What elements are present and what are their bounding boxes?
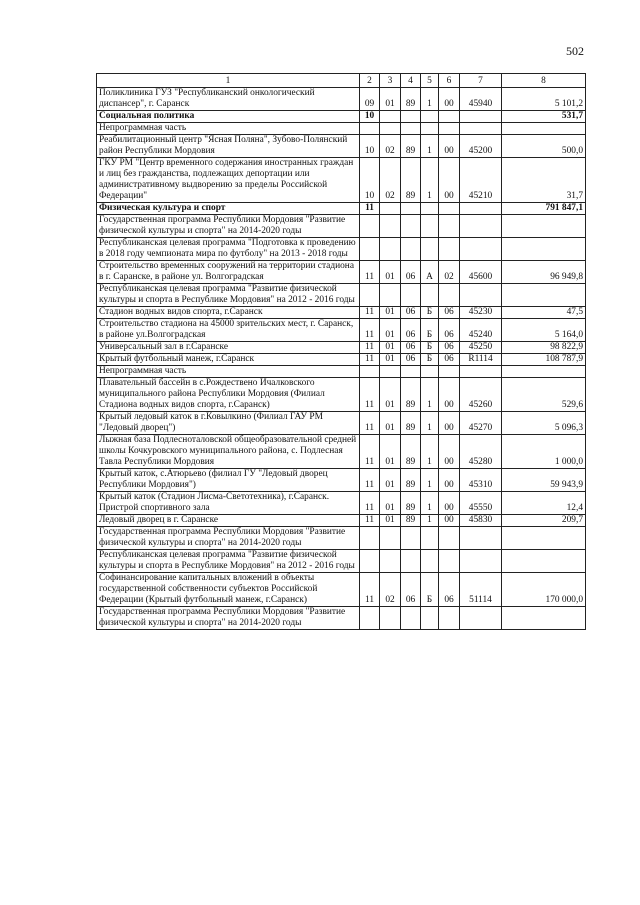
table-row [97, 469, 586, 492]
subsection-code-cell: 01 [380, 492, 401, 515]
direction-code-cell: 00 [439, 515, 460, 527]
section-code-cell: 11 [360, 354, 380, 366]
direction-code-cell: 00 [439, 492, 460, 515]
subsection-code-cell: 02 [380, 135, 401, 158]
amount-cell: 31,7 [502, 158, 586, 203]
subsection-code-cell [380, 527, 401, 550]
column-header-2: 2 [360, 74, 380, 88]
expense-code-cell: 45230 [460, 307, 502, 319]
program-code-cell: 89 [401, 135, 421, 158]
table-row [97, 215, 586, 238]
row-name-cell: ГКУ РМ "Центр временного содержания иностранных граждан и лиц без гражданства, подлежащих депортации или административному выдворению за пределы Российской Федерации" [97, 158, 360, 203]
amount-cell [502, 123, 586, 135]
column-header-3: 3 [380, 74, 401, 88]
direction-code-cell: 00 [439, 412, 460, 435]
table-row [97, 261, 586, 284]
row-name-cell: Непрограммная часть [97, 123, 360, 135]
program-code-cell: 06 [401, 261, 421, 284]
row-name-cell: Крытый футбольный манеж, г.Саранск [97, 354, 360, 366]
expense-code-cell [460, 215, 502, 238]
program-code-cell: 06 [401, 354, 421, 366]
amount-cell [502, 527, 586, 550]
subprogram-code-cell [421, 366, 439, 378]
table-row [97, 378, 586, 412]
amount-cell [502, 366, 586, 378]
subprogram-code-cell: Б [421, 573, 439, 607]
program-code-cell [401, 366, 421, 378]
subprogram-code-cell [421, 550, 439, 573]
budget-table [96, 73, 586, 630]
subprogram-code-cell [421, 284, 439, 307]
direction-code-cell: 06 [439, 342, 460, 354]
amount-cell: 5 096,3 [502, 412, 586, 435]
section-code-cell [360, 527, 380, 550]
program-code-cell [401, 203, 421, 215]
table-row [97, 111, 586, 123]
subsection-code-cell: 01 [380, 342, 401, 354]
expense-code-cell [460, 238, 502, 261]
section-code-cell: 10 [360, 111, 380, 123]
program-code-cell: 06 [401, 319, 421, 342]
amount-cell: 98 822,9 [502, 342, 586, 354]
row-name-cell: Социальная политика [97, 111, 360, 123]
amount-cell: 96 949,8 [502, 261, 586, 284]
row-name-cell: Республиканская целевая программа "Подготовка к проведению в 2018 году чемпионата мира по футболу" на 2013 - 2018 годы [97, 238, 360, 261]
subsection-code-cell [380, 215, 401, 238]
subprogram-code-cell: 1 [421, 412, 439, 435]
amount-cell: 170 000,0 [502, 573, 586, 607]
direction-code-cell [439, 111, 460, 123]
subsection-code-cell [380, 111, 401, 123]
section-code-cell [360, 238, 380, 261]
amount-cell: 59 943,9 [502, 469, 586, 492]
subprogram-code-cell: Б [421, 319, 439, 342]
column-header-6: 6 [439, 74, 460, 88]
expense-code-cell [460, 123, 502, 135]
amount-cell: 108 787,9 [502, 354, 586, 366]
page-number: 502 [566, 44, 584, 58]
table-row [97, 158, 586, 203]
program-code-cell: 89 [401, 378, 421, 412]
section-code-cell: 11 [360, 469, 380, 492]
expense-code-cell: 45940 [460, 88, 502, 111]
subsection-code-cell: 01 [380, 469, 401, 492]
subsection-code-cell: 01 [380, 319, 401, 342]
program-code-cell: 89 [401, 492, 421, 515]
subsection-code-cell: 01 [380, 435, 401, 469]
subsection-code-cell [380, 123, 401, 135]
section-code-cell: 11 [360, 378, 380, 412]
amount-cell [502, 238, 586, 261]
expense-code-cell [460, 203, 502, 215]
section-code-cell [360, 366, 380, 378]
subprogram-code-cell: 1 [421, 492, 439, 515]
subprogram-code-cell: 1 [421, 378, 439, 412]
section-code-cell: 11 [360, 319, 380, 342]
row-name-cell: Государственная программа Республики Мордовия "Развитие физической культуры и спорта" на 2014-2020 годы [97, 607, 360, 630]
subprogram-code-cell [421, 607, 439, 630]
direction-code-cell [439, 203, 460, 215]
subsection-code-cell [380, 203, 401, 215]
subsection-code-cell: 01 [380, 88, 401, 111]
row-name-cell: Стадион водных видов спорта, г.Саранск [97, 307, 360, 319]
table-row [97, 135, 586, 158]
direction-code-cell: 00 [439, 435, 460, 469]
section-code-cell: 11 [360, 515, 380, 527]
section-code-cell: 09 [360, 88, 380, 111]
expense-code-cell [460, 284, 502, 307]
row-name-cell: Поликлиника ГУЗ "Республиканский онкологический диспансер", г. Саранск [97, 88, 360, 111]
expense-code-cell: 45270 [460, 412, 502, 435]
program-code-cell [401, 527, 421, 550]
program-code-cell [401, 111, 421, 123]
table-row [97, 573, 586, 607]
row-name-cell: Крытый каток (Стадион Лисма-Светотехника), г.Саранск. Пристрой спортивного зала [97, 492, 360, 515]
table-row [97, 492, 586, 515]
column-header-4: 4 [401, 74, 421, 88]
subsection-code-cell: 01 [380, 378, 401, 412]
table-row [97, 366, 586, 378]
column-header-8: 8 [502, 74, 586, 88]
program-code-cell [401, 607, 421, 630]
amount-cell [502, 284, 586, 307]
direction-code-cell: 00 [439, 88, 460, 111]
amount-cell [502, 607, 586, 630]
subsection-code-cell [380, 607, 401, 630]
column-header-5: 5 [421, 74, 439, 88]
row-name-cell: Республиканская целевая программа "Развитие физической культуры и спорта в Республике Мордовия" на 2012 - 2016 годы [97, 550, 360, 573]
expense-code-cell: 45280 [460, 435, 502, 469]
expense-code-cell: 45250 [460, 342, 502, 354]
subprogram-code-cell [421, 527, 439, 550]
subsection-code-cell: 02 [380, 158, 401, 203]
direction-code-cell [439, 550, 460, 573]
program-code-cell: 89 [401, 158, 421, 203]
subsection-code-cell [380, 550, 401, 573]
subsection-code-cell: 01 [380, 261, 401, 284]
direction-code-cell: 00 [439, 158, 460, 203]
table-row [97, 307, 586, 319]
subsection-code-cell: 02 [380, 573, 401, 607]
expense-code-cell [460, 366, 502, 378]
section-code-cell: 11 [360, 307, 380, 319]
column-header-7: 7 [460, 74, 502, 88]
section-code-cell [360, 550, 380, 573]
amount-cell [502, 550, 586, 573]
subprogram-code-cell: 1 [421, 435, 439, 469]
subprogram-code-cell [421, 238, 439, 261]
subsection-code-cell [380, 366, 401, 378]
table-row [97, 515, 586, 527]
subprogram-code-cell: 1 [421, 158, 439, 203]
direction-code-cell: 06 [439, 319, 460, 342]
expense-code-cell: 45600 [460, 261, 502, 284]
table-row [97, 284, 586, 307]
direction-code-cell [439, 215, 460, 238]
program-code-cell: 89 [401, 412, 421, 435]
table-row [97, 607, 586, 630]
table-row [97, 238, 586, 261]
section-code-cell: 10 [360, 158, 380, 203]
amount-cell: 531,7 [502, 111, 586, 123]
expense-code-cell: 45550 [460, 492, 502, 515]
row-name-cell: Государственная программа Республики Мордовия "Развитие физической культуры и спорта" на 2014-2020 годы [97, 215, 360, 238]
section-code-cell: 11 [360, 412, 380, 435]
section-code-cell [360, 215, 380, 238]
amount-cell: 5 164,0 [502, 319, 586, 342]
table-row [97, 88, 586, 111]
expense-code-cell [460, 527, 502, 550]
program-code-cell: 06 [401, 342, 421, 354]
subsection-code-cell [380, 238, 401, 261]
table-row [97, 342, 586, 354]
amount-cell: 529,6 [502, 378, 586, 412]
subprogram-code-cell [421, 123, 439, 135]
expense-code-cell: 45240 [460, 319, 502, 342]
row-name-cell: Ледовый дворец в г. Саранске [97, 515, 360, 527]
expense-code-cell: 51114 [460, 573, 502, 607]
row-name-cell: Физическая культура и спорт [97, 203, 360, 215]
section-code-cell [360, 284, 380, 307]
expense-code-cell: 45310 [460, 469, 502, 492]
program-code-cell [401, 123, 421, 135]
subsection-code-cell: 01 [380, 307, 401, 319]
subprogram-code-cell [421, 203, 439, 215]
subprogram-code-cell: Б [421, 307, 439, 319]
section-code-cell: 11 [360, 261, 380, 284]
table-header-row [97, 74, 586, 88]
program-code-cell: 89 [401, 515, 421, 527]
table-row [97, 435, 586, 469]
section-code-cell [360, 123, 380, 135]
row-name-cell: Крытый ледовый каток в г.Ковылкино (Филиал ГАУ РМ "Ледовый дворец") [97, 412, 360, 435]
direction-code-cell: 00 [439, 135, 460, 158]
expense-code-cell [460, 550, 502, 573]
section-code-cell: 11 [360, 342, 380, 354]
amount-cell: 1 000,0 [502, 435, 586, 469]
program-code-cell: 06 [401, 307, 421, 319]
expense-code-cell: 45830 [460, 515, 502, 527]
subprogram-code-cell: 1 [421, 135, 439, 158]
amount-cell: 500,0 [502, 135, 586, 158]
section-code-cell [360, 607, 380, 630]
row-name-cell: Строительство стадиона на 45000 зрительских мест, г. Саранск, в районе ул.Волгоградская [97, 319, 360, 342]
direction-code-cell: 02 [439, 261, 460, 284]
row-name-cell: Универсальный зал в г.Саранске [97, 342, 360, 354]
table-row [97, 123, 586, 135]
subprogram-code-cell: Б [421, 342, 439, 354]
budget-table-body [97, 74, 586, 630]
row-name-cell: Плавательный бассейн в с.Рождествено Ичалковского муниципального района Республики Мордовия (Филиал Стадиона водных видов спорта, г.Саранск) [97, 378, 360, 412]
program-code-cell: 06 [401, 573, 421, 607]
table-row [97, 527, 586, 550]
table-row [97, 412, 586, 435]
program-code-cell: 89 [401, 88, 421, 111]
direction-code-cell [439, 123, 460, 135]
subprogram-code-cell: 1 [421, 515, 439, 527]
direction-code-cell [439, 238, 460, 261]
expense-code-cell: R1114 [460, 354, 502, 366]
direction-code-cell [439, 607, 460, 630]
table-row [97, 203, 586, 215]
program-code-cell [401, 238, 421, 261]
row-name-cell: Республиканская целевая программа "Развитие физической культуры и спорта в Республике Мордовия" на 2012 - 2016 годы [97, 284, 360, 307]
direction-code-cell: 06 [439, 573, 460, 607]
table-row [97, 354, 586, 366]
section-code-cell: 11 [360, 203, 380, 215]
program-code-cell [401, 550, 421, 573]
direction-code-cell [439, 284, 460, 307]
direction-code-cell: 06 [439, 354, 460, 366]
section-code-cell: 11 [360, 492, 380, 515]
direction-code-cell: 06 [439, 307, 460, 319]
direction-code-cell: 00 [439, 469, 460, 492]
subprogram-code-cell: Б [421, 354, 439, 366]
column-header-1: 1 [97, 74, 360, 88]
row-name-cell: Государственная программа Республики Мордовия "Развитие физической культуры и спорта" на 2014-2020 годы [97, 527, 360, 550]
section-code-cell: 11 [360, 573, 380, 607]
amount-cell: 209,7 [502, 515, 586, 527]
expense-code-cell [460, 607, 502, 630]
expense-code-cell: 45210 [460, 158, 502, 203]
direction-code-cell: 00 [439, 378, 460, 412]
amount-cell: 47,5 [502, 307, 586, 319]
section-code-cell: 11 [360, 435, 380, 469]
subprogram-code-cell: А [421, 261, 439, 284]
row-name-cell: Строительство временных сооружений на территории стадиона в г. Саранске, в районе ул. Волгоградская [97, 261, 360, 284]
expense-code-cell: 45200 [460, 135, 502, 158]
subsection-code-cell: 01 [380, 354, 401, 366]
row-name-cell: Софинансирование капитальных вложений в объекты государственной собственности субъектов Российской Федерации (Крытый футбольный манеж, г.Саранск) [97, 573, 360, 607]
program-code-cell: 89 [401, 469, 421, 492]
amount-cell: 5 101,2 [502, 88, 586, 111]
table-row [97, 550, 586, 573]
row-name-cell: Лыжная база Подлесноталовской общеобразовательной средней школы Кочкуровского муниципального района, с. Подлесная Тавла Республики Мордовия [97, 435, 360, 469]
subsection-code-cell [380, 284, 401, 307]
section-code-cell: 10 [360, 135, 380, 158]
subsection-code-cell: 01 [380, 412, 401, 435]
row-name-cell: Реабилитационный центр "Ясная Поляна", Зубово-Полянский район Республики Мордовия [97, 135, 360, 158]
row-name-cell: Непрограммная часть [97, 366, 360, 378]
subsection-code-cell: 01 [380, 515, 401, 527]
program-code-cell: 89 [401, 435, 421, 469]
program-code-cell [401, 284, 421, 307]
table-row [97, 319, 586, 342]
subprogram-code-cell [421, 215, 439, 238]
expense-code-cell [460, 111, 502, 123]
subprogram-code-cell [421, 111, 439, 123]
subprogram-code-cell: 1 [421, 88, 439, 111]
program-code-cell [401, 215, 421, 238]
expense-code-cell: 45260 [460, 378, 502, 412]
subprogram-code-cell: 1 [421, 469, 439, 492]
row-name-cell: Крытый каток, с.Атюрьево (филиал ГУ "Ледовый дворец Республики Мордовия") [97, 469, 360, 492]
direction-code-cell [439, 366, 460, 378]
amount-cell: 12,4 [502, 492, 586, 515]
amount-cell: 791 847,1 [502, 203, 586, 215]
amount-cell [502, 215, 586, 238]
direction-code-cell [439, 527, 460, 550]
